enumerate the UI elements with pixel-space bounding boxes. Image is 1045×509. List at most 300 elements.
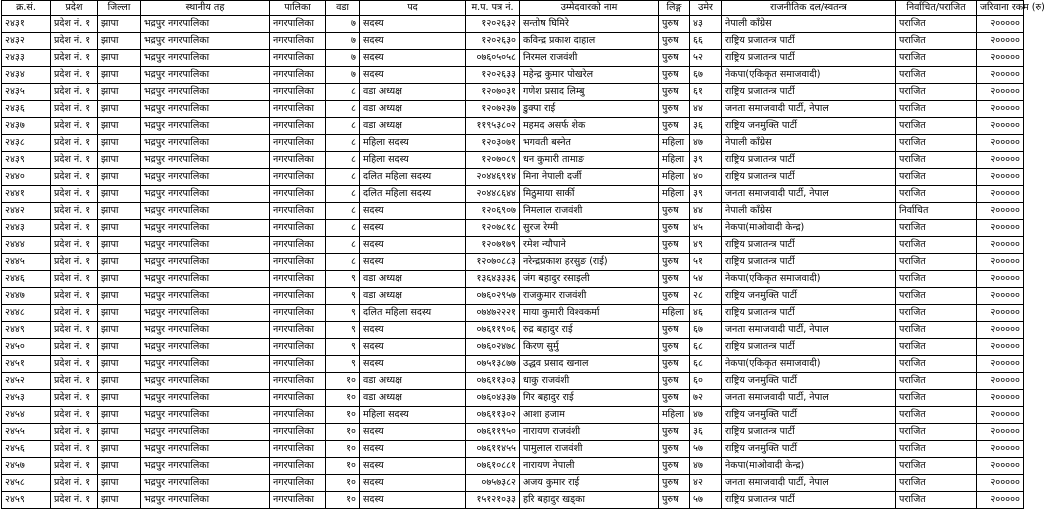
cell-result: पराजित [896,475,977,492]
cell-gender: पुरुष [659,203,690,220]
cell-gender: पुरुष [659,101,690,118]
cell-party: राष्ट्रिय जनमुक्ति पार्टी [722,373,896,390]
table-row [2,84,1024,101]
cell-fine-amount: २००००० [977,135,1024,152]
cell-ward: ७ [326,33,360,50]
cell-province: प्रदेश नं. १ [51,152,98,169]
cell-fine-amount: २००००० [977,441,1024,458]
cell-ward: ९ [326,271,360,288]
cell-age: ५२ [690,50,722,67]
cell-voter-id: ०७६०५०५८ [466,50,520,67]
cell-voter-id: ११९५३८०२ [466,118,520,135]
cell-municipality-type: नगरपालिका [270,169,326,186]
cell-district: झापा [98,84,141,101]
cell-candidate-name: भगवती बस्नेत [520,135,659,152]
cell-voter-id: ०७६११४५५ [466,441,520,458]
cell-serial: २४५७ [2,458,51,475]
table-row [2,441,1024,458]
cell-province: प्रदेश नं. १ [51,101,98,118]
cell-province: प्रदेश नं. १ [51,50,98,67]
cell-ward: ९ [326,339,360,356]
cell-province: प्रदेश नं. १ [51,118,98,135]
cell-candidate-name: नरेन्द्रप्रकाश हरसुङ (राई) [520,254,659,271]
cell-province: प्रदेश नं. १ [51,135,98,152]
cell-ward: १० [326,458,360,475]
cell-result: पराजित [896,135,977,152]
cell-district: झापा [98,67,141,84]
cell-party: जनता समाजवादी पार्टी, नेपाल [722,390,896,407]
cell-ward: ७ [326,16,360,33]
cell-result: पराजित [896,186,977,203]
cell-voter-id: १२०७०८९ [466,152,520,169]
cell-local-level: भद्रपुर नगरपालिका [141,390,270,407]
table-row [2,169,1024,186]
cell-serial: २४४३ [2,220,51,237]
cell-age: ४५ [690,220,722,237]
cell-result: पराजित [896,288,977,305]
cell-fine-amount: २००००० [977,271,1024,288]
cell-serial: २४३१ [2,16,51,33]
cell-local-level: भद्रपुर नगरपालिका [141,441,270,458]
cell-province: प्रदेश नं. १ [51,254,98,271]
cell-result: पराजित [896,271,977,288]
cell-fine-amount: २००००० [977,84,1024,101]
col-header-province: प्रदेश [51,1,98,16]
table-row [2,50,1024,67]
cell-province: प्रदेश नं. १ [51,424,98,441]
cell-municipality-type: नगरपालिका [270,271,326,288]
cell-district: झापा [98,203,141,220]
cell-ward: ९ [326,322,360,339]
cell-fine-amount: २००००० [977,118,1024,135]
cell-serial: २४३२ [2,33,51,50]
cell-fine-amount: २००००० [977,16,1024,33]
cell-party: राष्ट्रिय जनमुक्ति पार्टी [722,118,896,135]
cell-gender: पुरुष [659,339,690,356]
cell-gender: महिला [659,152,690,169]
cell-local-level: भद्रपुर नगरपालिका [141,407,270,424]
cell-result: पराजित [896,356,977,373]
cell-party: राष्ट्रिय प्रजातन्त्र पार्टी [722,305,896,322]
cell-local-level: भद्रपुर नगरपालिका [141,118,270,135]
cell-fine-amount: २००००० [977,186,1024,203]
cell-local-level: भद्रपुर नगरपालिका [141,237,270,254]
cell-age: ४० [690,169,722,186]
cell-province: प्रदेश नं. १ [51,33,98,50]
cell-province: प्रदेश नं. १ [51,186,98,203]
cell-province: प्रदेश नं. १ [51,169,98,186]
cell-district: झापा [98,305,141,322]
cell-party: नेपाली काँग्रेस [722,203,896,220]
table-row [2,492,1024,509]
cell-party: जनता समाजवादी पार्टी, नेपाल [722,322,896,339]
col-header-ward: वडा [326,1,360,16]
cell-ward: १० [326,424,360,441]
cell-candidate-name: माया कुमारी विश्वकर्मा [520,305,659,322]
table-row [2,118,1024,135]
cell-candidate-name: अजय कुमार राई [520,475,659,492]
cell-result: पराजित [896,458,977,475]
cell-age: ६० [690,373,722,390]
cell-party: नेकपा(माओवादी केन्द्र) [722,220,896,237]
cell-age: ५७ [690,492,722,509]
table-row [2,373,1024,390]
cell-party: राष्ट्रिय प्रजातन्त्र पार्टी [722,84,896,101]
cell-serial: २४४९ [2,322,51,339]
cell-candidate-name: डुक्पा राई [520,101,659,118]
cell-province: प्रदेश नं. १ [51,458,98,475]
cell-voter-id: १२०७१७९ [466,237,520,254]
cell-gender: पुरुष [659,254,690,271]
cell-local-level: भद्रपुर नगरपालिका [141,424,270,441]
cell-voter-id: ०७६०२९५७ [466,288,520,305]
cell-party: नेकपा(एकिकृत समाजवादी) [722,271,896,288]
cell-age: ३६ [690,118,722,135]
cell-candidate-name: मिठुमाया सार्की [520,186,659,203]
col-header-voter-id: म.प. पत्र नं. [466,1,520,16]
cell-local-level: भद्रपुर नगरपालिका [141,492,270,509]
cell-party: राष्ट्रिय प्रजातन्त्र पार्टी [722,237,896,254]
cell-position: वडा अध्यक्ष [360,271,466,288]
cell-party: राष्ट्रिय प्रजातन्त्र पार्टी [722,169,896,186]
table-row [2,322,1024,339]
cell-age: २८ [690,288,722,305]
cell-gender: पुरुष [659,441,690,458]
cell-ward: ८ [326,220,360,237]
cell-fine-amount: २००००० [977,356,1024,373]
cell-voter-id: ०७४७२२२१ [466,305,520,322]
cell-local-level: भद्रपुर नगरपालिका [141,203,270,220]
cell-result: पराजित [896,322,977,339]
cell-candidate-name: धाकु राजवंशी [520,373,659,390]
cell-voter-id: २०४४८६४४ [466,186,520,203]
cell-gender: महिला [659,169,690,186]
cell-district: झापा [98,152,141,169]
cell-serial: २४३९ [2,152,51,169]
cell-fine-amount: २००००० [977,33,1024,50]
col-header-fine-amount: जरिवाना रकम (रु) [977,1,1024,16]
cell-district: झापा [98,135,141,152]
cell-fine-amount: २००००० [977,339,1024,356]
cell-province: प्रदेश नं. १ [51,390,98,407]
cell-result: पराजित [896,101,977,118]
table-row [2,254,1024,271]
cell-municipality-type: नगरपालिका [270,237,326,254]
cell-serial: २४३५ [2,84,51,101]
cell-age: ४४ [690,101,722,118]
cell-municipality-type: नगरपालिका [270,16,326,33]
cell-party: राष्ट्रिय प्रजातन्त्र पार्टी [722,33,896,50]
cell-party: राष्ट्रिय जनमुक्ति पार्टी [722,441,896,458]
cell-province: प्रदेश नं. १ [51,356,98,373]
cell-candidate-name: रुद्र बहादुर राई [520,322,659,339]
cell-result: पराजित [896,305,977,322]
cell-municipality-type: नगरपालिका [270,84,326,101]
cell-voter-id: ०७५७३८२ [466,475,520,492]
cell-candidate-name: पामुलाल राजवंशी [520,441,659,458]
cell-position: सदस्य [360,50,466,67]
cell-candidate-name: नारायण राजवंशी [520,424,659,441]
cell-voter-id: ०७६१०८८१ [466,458,520,475]
cell-province: प्रदेश नं. १ [51,67,98,84]
cell-ward: ८ [326,169,360,186]
cell-result: पराजित [896,254,977,271]
cell-voter-id: २०४४६९१४ [466,169,520,186]
cell-district: झापा [98,33,141,50]
cell-serial: २४४४ [2,237,51,254]
cell-local-level: भद्रपुर नगरपालिका [141,339,270,356]
cell-municipality-type: नगरपालिका [270,390,326,407]
cell-result: पराजित [896,33,977,50]
cell-municipality-type: नगरपालिका [270,67,326,84]
cell-local-level: भद्रपुर नगरपालिका [141,220,270,237]
cell-position: सदस्य [360,67,466,84]
cell-district: झापा [98,50,141,67]
cell-municipality-type: नगरपालिका [270,441,326,458]
col-header-serial: क्र.सं. [2,1,51,16]
cell-local-level: भद्रपुर नगरपालिका [141,356,270,373]
cell-age: ६८ [690,356,722,373]
cell-party: नेकपा(माओवादी केन्द्र) [722,458,896,475]
cell-ward: ९ [326,356,360,373]
cell-gender: पुरुष [659,458,690,475]
cell-voter-id: १२०७०८८३ [466,254,520,271]
cell-candidate-name: सन्तोष घिमिरे [520,16,659,33]
table-row [2,101,1024,118]
cell-position: सदस्य [360,458,466,475]
col-header-candidate-name: उम्मेदवारको नाम [520,1,659,16]
cell-province: प्रदेश नं. १ [51,492,98,509]
col-header-result: निर्वाचित/पराजित [896,1,977,16]
cell-local-level: भद्रपुर नगरपालिका [141,271,270,288]
cell-result: पराजित [896,339,977,356]
col-header-district: जिल्ला [98,1,141,16]
cell-voter-id: ०७६११९०६ [466,322,520,339]
cell-result: पराजित [896,118,977,135]
cell-district: झापा [98,322,141,339]
cell-candidate-name: हरि बहादुर खड्का [520,492,659,509]
cell-local-level: भद्रपुर नगरपालिका [141,458,270,475]
cell-gender: पुरुष [659,373,690,390]
cell-voter-id: ०७६११९५० [466,424,520,441]
cell-position: महिला सदस्य [360,135,466,152]
cell-local-level: भद्रपुर नगरपालिका [141,186,270,203]
cell-local-level: भद्रपुर नगरपालिका [141,373,270,390]
cell-gender: पुरुष [659,67,690,84]
cell-party: राष्ट्रिय प्रजातन्त्र पार्टी [722,424,896,441]
cell-district: झापा [98,356,141,373]
cell-gender: पुरुष [659,237,690,254]
cell-age: ४७ [690,458,722,475]
cell-position: वडा अध्यक्ष [360,390,466,407]
cell-age: ५७ [690,441,722,458]
cell-position: सदस्य [360,441,466,458]
cell-voter-id: ०७५१३८७७ [466,356,520,373]
table-row [2,390,1024,407]
cell-serial: २४५१ [2,356,51,373]
cell-party: नेकपा(एकिकृत समाजवादी) [722,356,896,373]
cell-serial: २४५५ [2,424,51,441]
col-header-local-level: स्थानीय तह [141,1,270,16]
cell-province: प्रदेश नं. १ [51,322,98,339]
cell-position: वडा अध्यक्ष [360,118,466,135]
cell-district: झापा [98,339,141,356]
cell-position: वडा अध्यक्ष [360,101,466,118]
cell-municipality-type: नगरपालिका [270,339,326,356]
cell-party: राष्ट्रिय जनमुक्ति पार्टी [722,407,896,424]
cell-gender: महिला [659,407,690,424]
cell-age: ४४ [690,203,722,220]
cell-ward: ८ [326,118,360,135]
cell-party: जनता समाजवादी पार्टी, नेपाल [722,186,896,203]
cell-serial: २४५९ [2,492,51,509]
cell-position: दलित महिला सदस्य [360,169,466,186]
cell-candidate-name: निमलाल राजवंशी [520,203,659,220]
cell-municipality-type: नगरपालिका [270,475,326,492]
cell-position: वडा अध्यक्ष [360,288,466,305]
cell-district: झापा [98,492,141,509]
cell-gender: पुरुष [659,271,690,288]
cell-municipality-type: नगरपालिका [270,152,326,169]
cell-age: ५४ [690,271,722,288]
cell-gender: पुरुष [659,492,690,509]
cell-local-level: भद्रपुर नगरपालिका [141,288,270,305]
cell-province: प्रदेश नं. १ [51,16,98,33]
cell-municipality-type: नगरपालिका [270,424,326,441]
cell-voter-id: १२०२६३० [466,33,520,50]
cell-gender: पुरुष [659,16,690,33]
cell-candidate-name: किरण सुर्मु [520,339,659,356]
cell-ward: ८ [326,237,360,254]
table-row [2,16,1024,33]
cell-ward: १० [326,475,360,492]
cell-ward: ८ [326,203,360,220]
cell-result: निर्वाचित [896,203,977,220]
cell-fine-amount: २००००० [977,152,1024,169]
cell-party: जनता समाजवादी पार्टी, नेपाल [722,101,896,118]
cell-serial: २४४१ [2,186,51,203]
cell-position: सदस्य [360,339,466,356]
cell-fine-amount: २००००० [977,475,1024,492]
table-row [2,186,1024,203]
cell-voter-id: ०७६०४३३७ [466,390,520,407]
cell-candidate-name: उद्धव प्रसाद खनाल [520,356,659,373]
cell-gender: पुरुष [659,322,690,339]
cell-position: महिला सदस्य [360,152,466,169]
cell-age: ६८ [690,339,722,356]
cell-ward: ८ [326,84,360,101]
cell-candidate-name: राजकुमार राजवंशी [520,288,659,305]
cell-district: झापा [98,169,141,186]
cell-local-level: भद्रपुर नगरपालिका [141,169,270,186]
cell-district: झापा [98,475,141,492]
cell-party: राष्ट्रिय प्रजातन्त्र पार्टी [722,492,896,509]
cell-fine-amount: २००००० [977,322,1024,339]
cell-province: प्रदेश नं. १ [51,203,98,220]
cell-result: पराजित [896,492,977,509]
cell-local-level: भद्रपुर नगरपालिका [141,33,270,50]
cell-local-level: भद्रपुर नगरपालिका [141,84,270,101]
cell-age: ३९ [690,152,722,169]
cell-age: ६६ [690,33,722,50]
table-row [2,305,1024,322]
table-row [2,271,1024,288]
cell-district: झापा [98,288,141,305]
cell-age: ४९ [690,237,722,254]
cell-candidate-name: सुरज रेग्मी [520,220,659,237]
cell-candidate-name: मिना नेपाली दर्जी [520,169,659,186]
cell-province: प्रदेश नं. १ [51,237,98,254]
cell-serial: २४५० [2,339,51,356]
cell-voter-id: ०७६०२४७८ [466,339,520,356]
cell-ward: १० [326,373,360,390]
cell-fine-amount: २००००० [977,101,1024,118]
cell-gender: महिला [659,135,690,152]
cell-ward: ८ [326,101,360,118]
cell-local-level: भद्रपुर नगरपालिका [141,305,270,322]
candidate-results-table [1,0,1045,509]
cell-district: झापा [98,424,141,441]
cell-serial: २४५४ [2,407,51,424]
cell-result: पराजित [896,424,977,441]
cell-position: वडा अध्यक्ष [360,373,466,390]
table-row [2,458,1024,475]
col-header-municipality-type: पालिका [270,1,326,16]
cell-ward: ७ [326,67,360,84]
cell-ward: ८ [326,135,360,152]
cell-position: सदस्य [360,33,466,50]
cell-serial: २४३८ [2,135,51,152]
cell-voter-id: ०७६११३०२ [466,407,520,424]
cell-municipality-type: नगरपालिका [270,135,326,152]
cell-party: नेपाली काँग्रेस [722,16,896,33]
cell-voter-id: १२०७८१८ [466,220,520,237]
cell-ward: ८ [326,254,360,271]
cell-province: प्रदेश नं. १ [51,271,98,288]
cell-municipality-type: नगरपालिका [270,118,326,135]
cell-fine-amount: २००००० [977,288,1024,305]
cell-party: जनता समाजवादी पार्टी, नेपाल [722,475,896,492]
cell-district: झापा [98,271,141,288]
cell-voter-id: १२०२६३२ [466,16,520,33]
cell-gender: पुरुष [659,475,690,492]
cell-municipality-type: नगरपालिका [270,50,326,67]
cell-fine-amount: २००००० [977,407,1024,424]
cell-fine-amount: २००००० [977,203,1024,220]
table-row [2,220,1024,237]
cell-municipality-type: नगरपालिका [270,492,326,509]
cell-fine-amount: २००००० [977,220,1024,237]
cell-voter-id: १२०३०७१ [466,135,520,152]
cell-municipality-type: नगरपालिका [270,288,326,305]
cell-serial: २४४७ [2,288,51,305]
cell-voter-id: १२०७०३१ [466,84,520,101]
cell-position: सदस्य [360,356,466,373]
cell-municipality-type: नगरपालिका [270,305,326,322]
cell-district: झापा [98,254,141,271]
cell-position: सदस्य [360,16,466,33]
cell-candidate-name: रमेश न्यौपाने [520,237,659,254]
cell-position: सदस्य [360,492,466,509]
cell-province: प्रदेश नं. १ [51,84,98,101]
cell-municipality-type: नगरपालिका [270,322,326,339]
cell-municipality-type: नगरपालिका [270,220,326,237]
cell-age: ६७ [690,322,722,339]
cell-serial: २४४६ [2,271,51,288]
cell-age: ३६ [690,424,722,441]
cell-age: ४२ [690,475,722,492]
cell-result: पराजित [896,407,977,424]
